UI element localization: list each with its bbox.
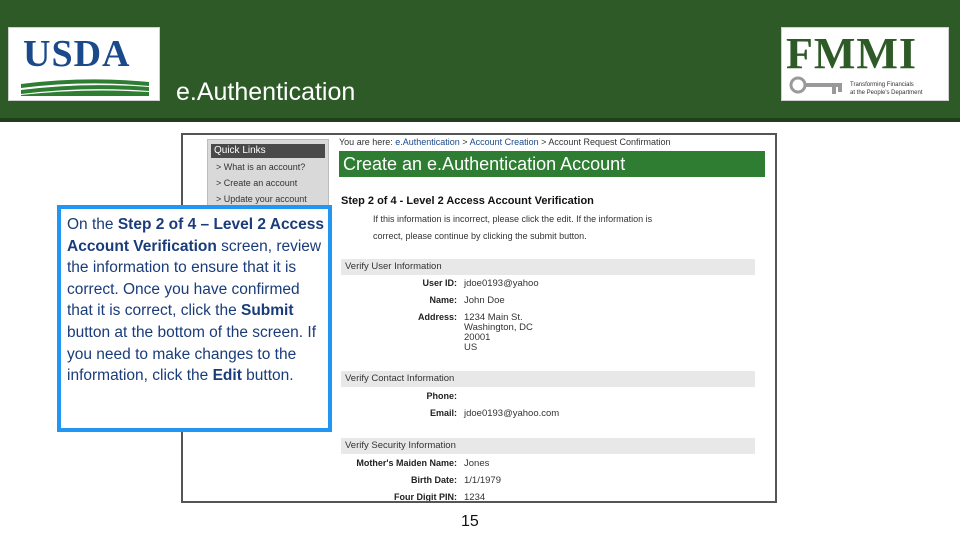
key-icon bbox=[788, 72, 848, 98]
callout-step-name: Step 2 of 4 – Level 2 Access Account Verification bbox=[67, 216, 325, 255]
breadcrumb-account-creation[interactable]: Account Creation bbox=[469, 137, 539, 147]
callout-submit: Submit bbox=[241, 302, 294, 320]
pin-label: Four Digit PIN: bbox=[394, 492, 457, 502]
callout-text-3: button at the bottom of the screen. If you need to make changes to the information, click the bbox=[67, 323, 317, 385]
breadcrumb bbox=[339, 137, 670, 147]
email-value: jdoe0193@yahoo.com bbox=[464, 408, 560, 419]
breadcrumb-prefix: You are here: bbox=[339, 137, 393, 147]
usda-logo bbox=[8, 27, 160, 101]
page-banner: Create an e.Authentication Account bbox=[339, 151, 765, 177]
pin-value: 1234 bbox=[464, 492, 486, 503]
page-title: e.Authentication bbox=[176, 78, 356, 106]
maiden-name-label: Mother's Maiden Name: bbox=[356, 458, 457, 468]
callout-text-1: On the bbox=[67, 216, 118, 233]
birth-date-label: Birth Date: bbox=[410, 475, 457, 485]
usda-logo-text: USDA bbox=[23, 33, 131, 75]
callout-text-4: button. bbox=[241, 367, 294, 385]
fmmi-tagline-1: Transforming Financials bbox=[850, 82, 914, 88]
quick-links-title: Quick Links bbox=[211, 144, 325, 158]
breadcrumb-current: Account Request Confirmation bbox=[548, 137, 671, 147]
fmmi-tagline-2: at the People's Department bbox=[850, 90, 923, 96]
maiden-name-value: Jones bbox=[464, 458, 490, 469]
address-label: Address: bbox=[417, 312, 457, 322]
address-line-3: 20001 bbox=[464, 332, 491, 343]
breadcrumb-eauth[interactable]: e.Authentication bbox=[395, 137, 460, 147]
quick-links-panel bbox=[207, 139, 329, 209]
header-divider bbox=[0, 118, 960, 122]
address-line-2: Washington, DC bbox=[464, 322, 533, 333]
field-stripes-icon bbox=[21, 78, 149, 96]
birth-date-value: 1/1/1979 bbox=[464, 475, 501, 486]
name-label: Name: bbox=[429, 295, 457, 305]
instruction-line-1: If this information is incorrect, please click the edit. If the information is bbox=[373, 214, 653, 224]
section-contact-info: Verify Contact Information bbox=[341, 371, 755, 387]
email-label: Email: bbox=[429, 408, 457, 418]
fmmi-logo-text: FMMI bbox=[786, 29, 918, 78]
callout-text bbox=[67, 214, 329, 387]
section-user-info: Verify User Information bbox=[341, 259, 755, 275]
name-value: John Doe bbox=[464, 295, 505, 306]
address-line-4: US bbox=[464, 342, 478, 353]
address-line-1: 1234 Main St. bbox=[464, 312, 523, 323]
phone-label: Phone: bbox=[426, 391, 457, 401]
page-number: 15 bbox=[461, 513, 479, 530]
user-id-label: User ID: bbox=[422, 278, 457, 288]
callout-edit: Edit bbox=[212, 367, 242, 385]
section-security-info: Verify Security Information bbox=[341, 438, 755, 454]
fmmi-logo bbox=[781, 27, 949, 101]
breadcrumb-sep: > bbox=[541, 137, 547, 147]
user-id-value: jdoe0193@yahoo bbox=[464, 278, 539, 289]
callout-text-2: screen, review the information to ensure that it is correct. Once you have confirmed that it is correct, click the bbox=[67, 237, 322, 320]
step-title: Step 2 of 4 - Level 2 Access Account Verification bbox=[341, 195, 594, 207]
quick-link-what-is-account[interactable]: > What is an account? bbox=[216, 162, 306, 172]
quick-link-create-account[interactable]: > Create an account bbox=[216, 178, 298, 188]
quick-link-update-account[interactable]: > Update your account bbox=[216, 194, 307, 204]
breadcrumb-sep: > bbox=[462, 137, 468, 147]
instruction-line-2: correct, please continue by clicking the submit button. bbox=[373, 231, 587, 241]
instruction-callout bbox=[57, 205, 332, 432]
